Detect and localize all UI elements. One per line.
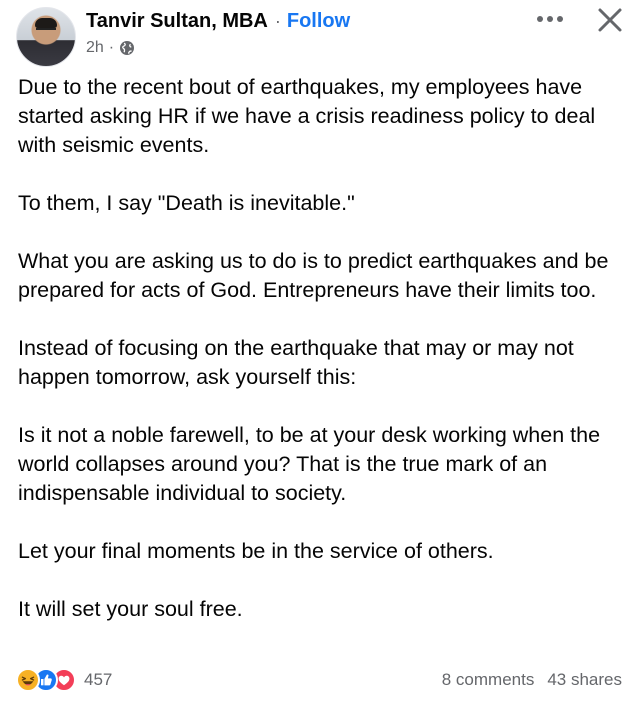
avatar-glasses-shape [36,28,56,34]
avatar-hair-shape [35,18,57,28]
post-paragraph: Is it not a noble farewell, to be at your desk working when the world collapses around you? That is the true mark of an indispensable individual to society. [18,423,601,505]
post-paragraph: Let your final moments be in the service of others. [18,539,494,563]
post-header [0,0,640,70]
post-paragraph: Due to the recent bout of earthquakes, my employees have started asking HR if we have a crisis readiness policy to deal with seismic events. [18,75,596,157]
post-paragraph: What you are asking us to do is to predict earthquakes and be prepared for acts of God. Entrepreneurs have their limits too. [18,249,609,302]
post-footer [0,662,640,698]
engagement-counts [442,670,622,690]
post-time[interactable]: 2h [86,39,104,56]
post-paragraph: To them, I say "Death is inevitable." [18,191,355,215]
close-button[interactable] [594,4,626,36]
post-text [18,73,624,624]
author-name[interactable]: Tanvir Sultan, MBA [86,9,268,32]
globe-icon[interactable] [119,40,135,56]
name-separator: · [274,10,281,31]
follow-button[interactable]: Follow [286,9,351,32]
reaction-summary[interactable] [16,668,112,692]
close-icon [597,7,623,33]
post-paragraph: Instead of focusing on the earthquake that may or may not happen tomorrow, ask yourself this: [18,336,574,389]
author-row [86,8,350,34]
post-paragraph: It will set your soul free. [18,597,243,621]
haha-icon [16,668,40,692]
comments-count[interactable]: 8 comments [441,670,535,689]
post-meta [86,37,135,59]
meta-separator: · [108,39,115,56]
more-options-icon [536,15,564,23]
shares-count[interactable]: 43 shares [547,670,622,689]
author-avatar[interactable] [16,7,76,67]
more-options-button[interactable] [534,8,566,30]
reaction-count: 457 [84,670,113,689]
